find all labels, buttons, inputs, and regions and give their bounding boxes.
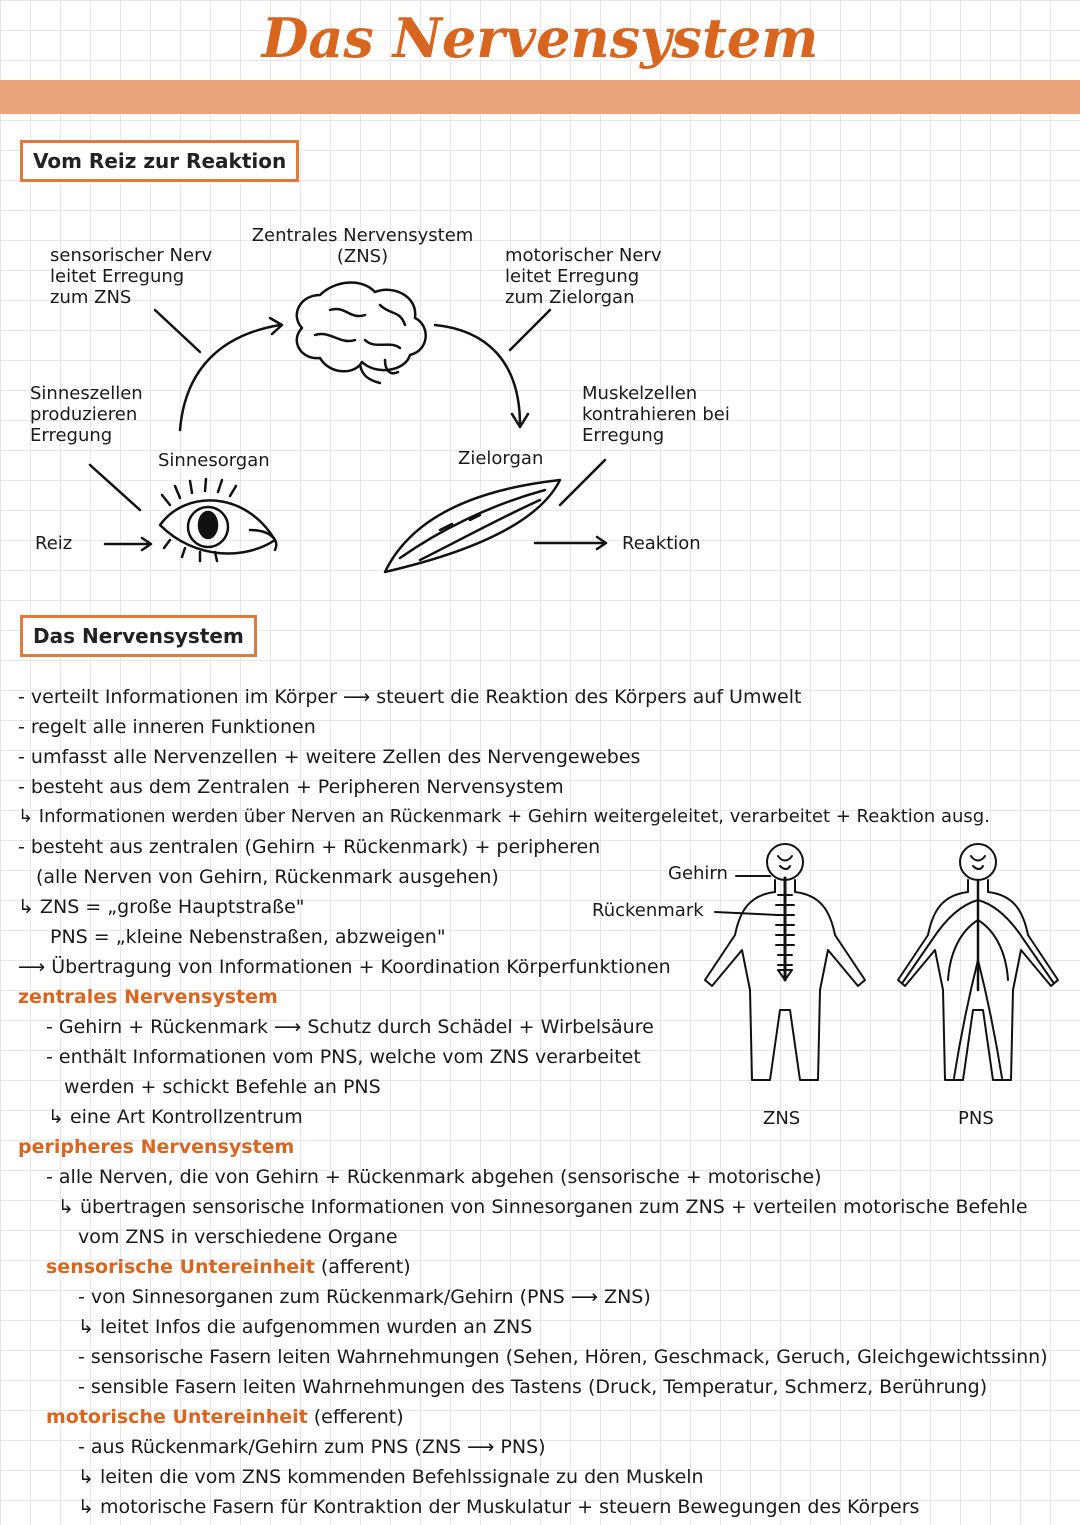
arrow-to-target [435,325,520,425]
note-line: ↳ leitet Infos die aufgenommen wurden an ZNS [78,1316,533,1338]
label-brain: Gehirn [668,863,728,884]
label-reaction: Reaktion [622,533,701,554]
note-line: PNS = „kleine Nebenstraßen, abzweigen" [50,926,446,948]
label-muscle-cells: Muskelzellen kontrahieren bei Erregung [582,383,730,446]
arrow-to-cns [180,325,280,430]
note-line: - alle Nerven, die von Gehirn + Rückenmark abgehen (sensorische + motorische) [46,1166,822,1188]
note-line: werden + schickt Befehle an PNS [64,1076,381,1098]
sensory-subunit-heading: sensorische Untereinheit (afferent) [46,1256,411,1278]
body-figure-zns [705,844,865,1080]
note-line: - verteilt Informationen im Körper ⟶ steuert die Reaktion des Körpers auf Umwelt [18,686,802,708]
pointer-sensory-nerve [155,310,200,352]
brain-icon [297,283,426,383]
note-line: - aus Rückenmark/Gehirn zum PNS (ZNS ⟶ PNS) [78,1436,546,1458]
note-line: - von Sinnesorganen zum Rückenmark/Gehirn (PNS ⟶ ZNS) [78,1286,651,1308]
note-line: ↳ ZNS = „große Hauptstraße" [18,896,305,918]
cns-heading: zentrales Nervensystem [18,986,278,1008]
note-line: - besteht aus zentralen (Gehirn + Rückenmark) + peripheren [18,836,601,858]
note-line: (alle Nerven von Gehirn, Rückenmark ausgehen) [36,866,499,888]
label-pns: PNS [958,1108,994,1129]
note-line: - enthält Informationen vom PNS, welche vom ZNS verarbeitet [46,1046,641,1068]
label-motor-nerve: motorischer Nerv leitet Erregung zum Zielorgan [505,245,662,308]
eye-icon [160,479,276,561]
label-sense-cells: Sinneszellen produzieren Erregung [30,383,143,446]
note-line: ↳ Informationen werden über Nerven an Rückenmark + Gehirn weitergeleitet, verarbeitet + Reaktion ausg. [18,806,990,827]
note-line: ↳ eine Art Kontrollzentrum [48,1106,303,1128]
label-target-organ: Zielorgan [458,448,544,469]
page-title: Das Nervensystem [261,6,819,70]
note-line: ↳ motorische Fasern für Kontraktion der Muskulatur + steuern Bewegungen des Körpers [78,1496,920,1518]
pns-heading: peripheres Nervensystem [18,1136,295,1158]
note-line: ⟶ Übertragung von Informationen + Koordination Körperfunktionen [18,956,671,978]
section-heading-nervensystem: Das Nervensystem [20,615,257,657]
note-line: - sensorische Fasern leiten Wahrnehmungen (Sehen, Hören, Geschmack, Geruch, Gleichgewichtssinn) [78,1346,1048,1368]
body-figure-pns [898,844,1058,1080]
label-stimulus: Reiz [35,533,73,554]
section-heading-reiz-reaktion: Vom Reiz zur Reaktion [20,140,299,182]
title-band [0,80,1080,114]
note-line: - besteht aus dem Zentralen + Peripheren Nervensystem [18,776,564,798]
label-spinal-cord: Rückenmark [592,900,704,921]
label-zns: ZNS [763,1108,801,1129]
note-line: - umfasst alle Nervenzellen + weitere Zellen des Nervengewebes [18,746,641,768]
note-line: - regelt alle inneren Funktionen [18,716,316,738]
pointer-motor-nerve [510,310,550,350]
note-line: - sensible Fasern leiten Wahrnehmungen des Tastens (Druck, Temperatur, Schmerz, Berührung) [78,1376,988,1398]
label-sensory-nerve: sensorischer Nerv leitet Erregung zum ZNS [50,245,213,308]
note-line: vom ZNS in verschiedene Organe [78,1226,398,1248]
note-line: - Gehirn + Rückenmark ⟶ Schutz durch Schädel + Wirbelsäure [46,1016,654,1038]
muscle-icon [385,480,560,572]
motor-subunit-heading: motorische Untereinheit (efferent) [46,1406,404,1428]
nervous-system-figures [690,840,1080,1120]
note-line: ↳ leiten die vom ZNS kommenden Befehlssignale zu den Muskeln [78,1466,704,1488]
label-cns: Zentrales Nervensystem (ZNS) [251,225,474,267]
note-line: ↳ übertragen sensorische Informationen von Sinnesorganen zum ZNS + verteilen motorische Befehle [58,1196,1028,1218]
pointer-sense-cells [90,465,140,510]
pointer-muscle-cells [560,460,605,505]
label-sense-organ: Sinnesorgan [158,450,270,471]
